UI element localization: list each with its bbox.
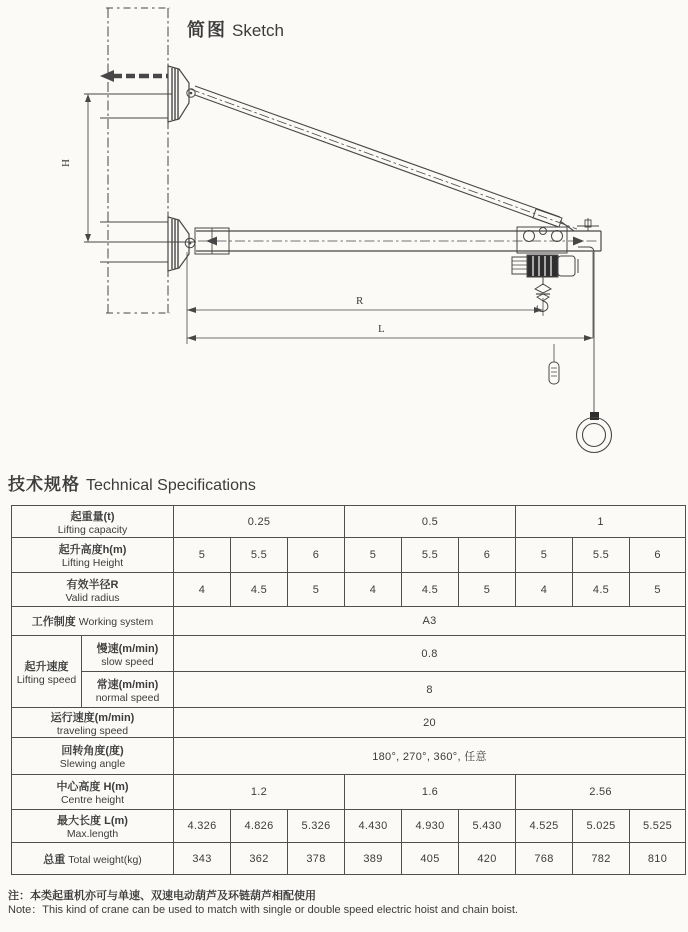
spec-value-cell: 0.25: [174, 506, 345, 538]
spec-value-cell: 5.025: [573, 810, 630, 843]
spec-value-cell: 0.8: [174, 636, 686, 672]
spec-value-cell: 420: [459, 843, 516, 875]
row-label: [14, 576, 171, 604]
row-label: [84, 640, 171, 668]
spec-table: [11, 505, 686, 875]
spec-value-cell: 389: [345, 843, 402, 875]
row-label-cell: [12, 506, 174, 538]
row-label-cell: [12, 775, 174, 810]
spec-value-cell: 5.525: [630, 810, 686, 843]
footnote-en: Note：This kind of crane can be used to match with single or double speed electric hoist and chain boist.: [8, 903, 518, 916]
spec-value-cell: 5: [288, 573, 345, 607]
spec-value-cell: 5: [516, 538, 573, 573]
row-label-zh: 起重量(t): [70, 510, 115, 523]
spec-value-cell: 5: [630, 573, 686, 607]
spec-value-cell: 378: [288, 843, 345, 875]
row-label: [84, 676, 171, 704]
row-label-zh: 工作制度: [31, 616, 76, 628]
row-label-zh: 起升速度: [24, 660, 69, 673]
spec-title-zh: 技术规格: [8, 475, 80, 494]
spec-value-cell: 4.5: [231, 573, 288, 607]
spec-title-en: Technical Specifications: [86, 477, 256, 494]
row-label-en: Lifting Height: [61, 557, 124, 569]
spec-value-cell: 5: [345, 538, 402, 573]
spec-value-cell: 1.2: [174, 775, 345, 810]
spec-value-cell: 1: [516, 506, 686, 538]
footnote-zh: 注：本类起重机亦可与单速、双速电动葫芦及环链葫芦相配使用: [8, 890, 316, 902]
spec-value-cell: 5.5: [231, 538, 288, 573]
row-label-zh: 中心高度 H(m): [56, 781, 129, 793]
row-label-cell: [12, 810, 174, 843]
spec-value-cell: 405: [402, 843, 459, 875]
row-label-en: Total weight(kg): [68, 853, 142, 866]
spec-value-cell: 4: [174, 573, 231, 607]
spec-value-cell: 6: [288, 538, 345, 573]
spec-value-cell: 5.326: [288, 810, 345, 843]
spec-value-cell: 6: [630, 538, 686, 573]
row-group-label-cell: [12, 636, 82, 708]
dimension-label-L: L: [378, 323, 385, 335]
spec-value-cell: 810: [630, 843, 686, 875]
row-label-en: normal speed: [95, 691, 160, 704]
spec-value-cell: 5: [459, 573, 516, 607]
row-label-zh: 有效半径R: [66, 578, 119, 591]
table-row: [12, 573, 686, 607]
row-label-cell: [12, 573, 174, 607]
spec-value-cell: 5.5: [573, 538, 630, 573]
spec-title: [8, 470, 256, 495]
row-label-en: Centre height: [60, 794, 125, 806]
row-label-zh: 常速(m/min): [96, 678, 159, 691]
sketch-title-zh: 简图: [187, 20, 227, 40]
spec-value-cell: 6: [459, 538, 516, 573]
row-label-zh: 回转角度(度): [61, 745, 124, 757]
spec-value-cell: 768: [516, 843, 573, 875]
row-label-en: Max.length: [66, 828, 119, 840]
dimension-label-H: H: [59, 159, 72, 167]
row-label: [14, 709, 171, 737]
sketch-title-en: Sketch: [232, 21, 284, 40]
spec-value-cell: 4: [345, 573, 402, 607]
table-row: [12, 607, 686, 636]
table-row: [12, 738, 686, 775]
row-sub-label-cell: [82, 672, 174, 708]
spec-value-cell: 4.525: [516, 810, 573, 843]
row-label: [14, 812, 171, 840]
row-label-cell: [12, 607, 174, 636]
row-label-zh: 运行速度(m/min): [50, 711, 135, 724]
row-label: [14, 851, 171, 867]
row-label-cell: [12, 538, 174, 573]
spec-value-cell: 1.6: [345, 775, 516, 810]
row-label-zh: 慢速(m/min): [96, 642, 159, 655]
spec-value-cell: 4.326: [174, 810, 231, 843]
spec-value-cell: 362: [231, 843, 288, 875]
row-label-zh: 起升高度h(m): [58, 544, 127, 556]
row-label-en: traveling speed: [56, 724, 129, 737]
spec-table-body: [12, 506, 686, 875]
table-row: [12, 775, 686, 810]
row-label-zh: 总重: [43, 853, 66, 866]
table-row: [12, 636, 686, 672]
spec-value-cell: 5.5: [402, 538, 459, 573]
spec-value-cell: 343: [174, 843, 231, 875]
spec-value-cell: 4.826: [231, 810, 288, 843]
table-row: [12, 672, 686, 708]
spec-value-cell: 4.430: [345, 810, 402, 843]
row-label-en: Lifting capacity: [57, 523, 128, 536]
row-label-en: slow speed: [101, 655, 154, 668]
row-label-en: Valid radius: [65, 591, 120, 604]
row-label-cell: [12, 738, 174, 775]
spec-value-cell: 4.5: [402, 573, 459, 607]
spec-value-cell: 5.430: [459, 810, 516, 843]
table-row: [12, 810, 686, 843]
spec-value-cell: A3: [174, 607, 686, 636]
row-label-cell: [12, 708, 174, 738]
sketch-title: [187, 16, 284, 42]
spec-value-cell: 4.5: [573, 573, 630, 607]
row-label: [14, 613, 171, 629]
spec-value-cell: 180°, 270°, 360°, 任意: [174, 738, 686, 775]
row-label-cell: [12, 843, 174, 875]
table-row: [12, 708, 686, 738]
row-label: [14, 778, 171, 806]
row-label: [14, 541, 171, 569]
spec-value-cell: 20: [174, 708, 686, 738]
table-row: [12, 538, 686, 573]
row-label-en: Lifting speed: [16, 673, 77, 686]
row-label-en: Slewing angle: [59, 758, 126, 770]
dimension-label-R: R: [356, 295, 364, 307]
spec-value-cell: 5: [174, 538, 231, 573]
spec-value-cell: 2.56: [516, 775, 686, 810]
row-label: [14, 658, 79, 686]
spec-value-cell: 8: [174, 672, 686, 708]
spec-value-cell: 0.5: [345, 506, 516, 538]
spec-value-cell: 4: [516, 573, 573, 607]
spec-value-cell: 4.930: [402, 810, 459, 843]
spec-value-cell: 782: [573, 843, 630, 875]
footnote: [8, 890, 518, 917]
row-label-en: Working system: [78, 616, 154, 628]
row-sub-label-cell: [82, 636, 174, 672]
table-row: [12, 843, 686, 875]
row-label: [14, 508, 171, 536]
row-label: [14, 742, 171, 770]
row-label-zh: 最大长度 L(m): [57, 815, 128, 827]
table-row: [12, 506, 686, 538]
